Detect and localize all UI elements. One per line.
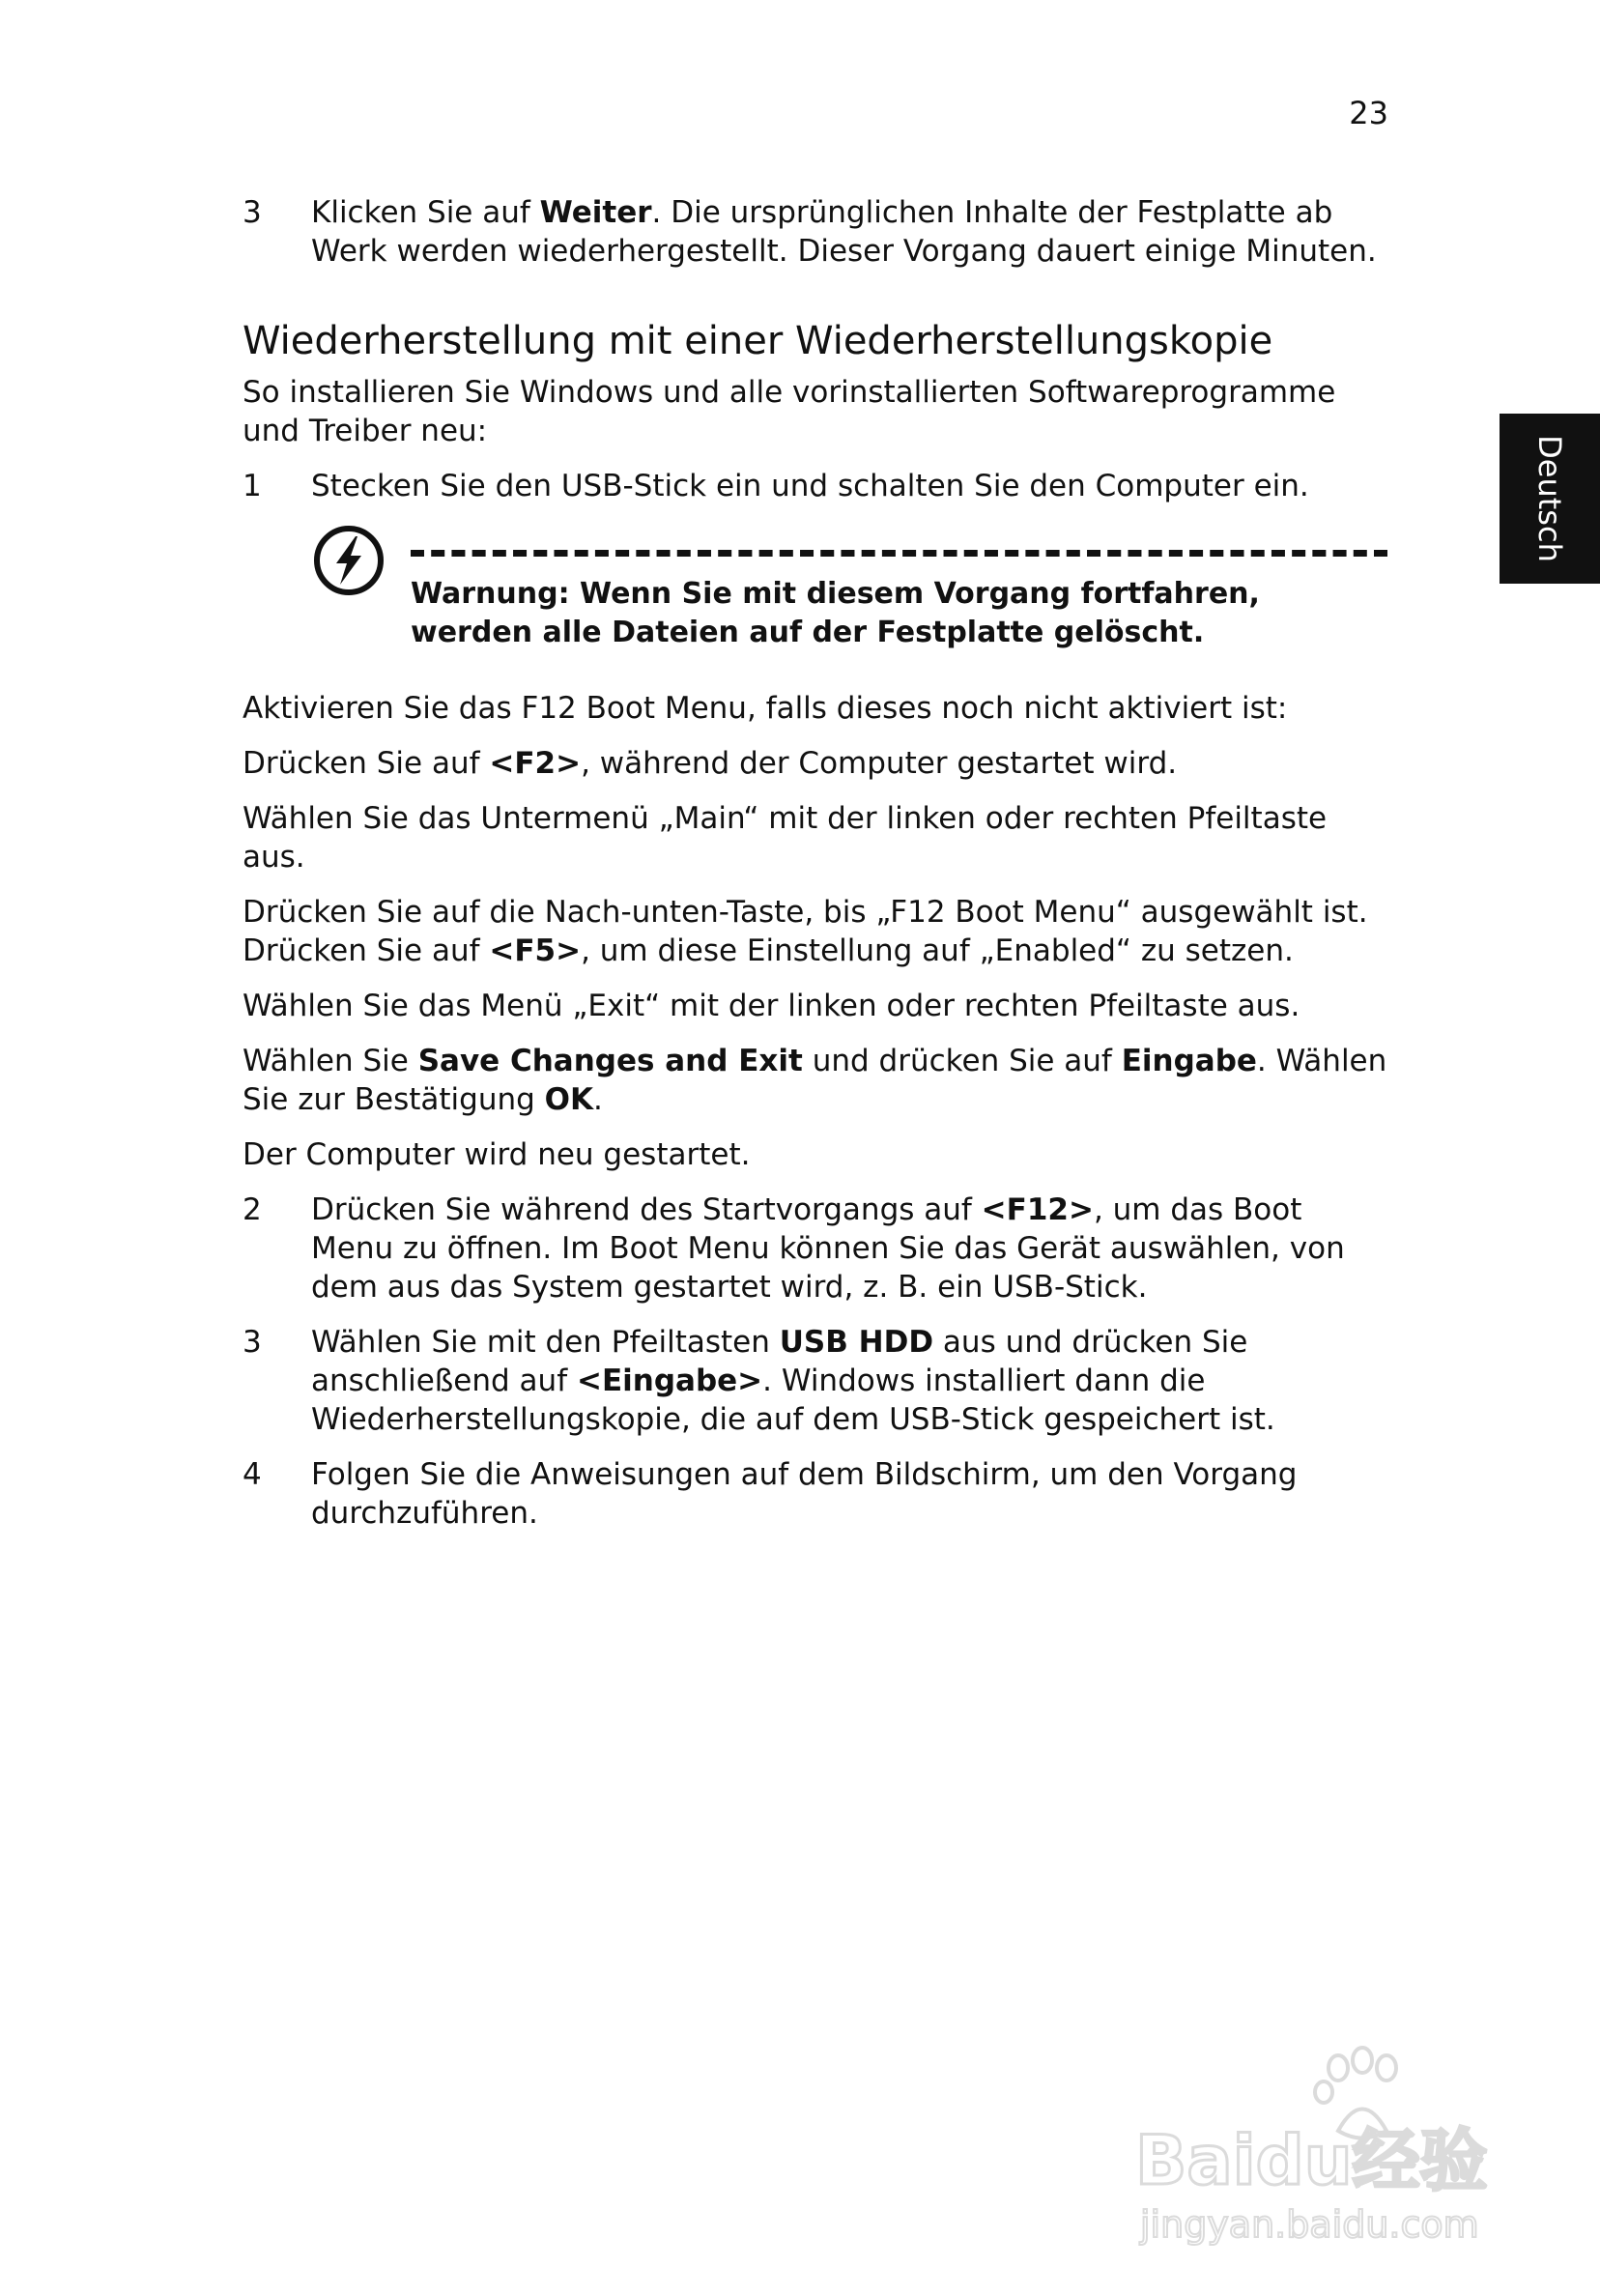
- warning-text: Warnung: Wenn Sie mit diesem Vorgang fortfahren, werden alle Dateien auf der Festplatte gelöscht.: [411, 577, 1260, 649]
- baidu-watermark-icon: [1130, 2039, 1517, 2252]
- page-number: 23: [1349, 95, 1388, 131]
- step-item: [243, 1191, 1387, 1306]
- document-body: [243, 193, 1387, 1549]
- watermark-url: jingyan.baidu.com: [1140, 2203, 1479, 2246]
- step-text: [311, 1191, 1387, 1306]
- step-text: [311, 193, 1387, 271]
- step-number: 3: [243, 195, 262, 230]
- warning-divider: [411, 550, 1387, 557]
- text-segment: Wählen Sie mit den Pfeiltasten: [311, 1325, 780, 1360]
- step-text: [311, 467, 1387, 505]
- warning-lightning-icon: [313, 525, 385, 596]
- text-segment: Aktivieren Sie das F12 Boot Menu, falls dieses noch nicht aktiviert ist:: [243, 691, 1288, 726]
- step-item: [243, 467, 1387, 505]
- instruction-paragraph: [243, 689, 1387, 728]
- text-segment: Klicken Sie auf: [311, 195, 540, 230]
- step-list: [243, 1191, 1387, 1533]
- text-segment: Wählen Sie das Menü „Exit“ mit der linken oder rechten Pfeiltaste aus.: [243, 989, 1300, 1023]
- step-item: [243, 1455, 1387, 1533]
- step-number: 2: [243, 1192, 262, 1227]
- step-number: 4: [243, 1457, 262, 1492]
- language-tab: [1500, 414, 1600, 584]
- text-segment: Drücken Sie auf: [243, 746, 490, 781]
- text-segment: , während der Computer gestartet wird.: [581, 746, 1178, 781]
- text-segment: .: [593, 1082, 603, 1117]
- text-segment: , um das Boot Menu zu öffnen. Im Boot Menu können Sie das Gerät auswählen, von dem aus das System gestartet wird, z. B. ein USB-Stick.: [311, 1192, 1345, 1305]
- text-segment: . Wählen Sie zur Bestätigung: [243, 1044, 1387, 1117]
- warning-callout: [243, 525, 1387, 650]
- bold-term: <F5>: [489, 933, 582, 968]
- step-item: [243, 193, 1387, 271]
- text-segment: Wählen Sie: [243, 1044, 418, 1078]
- text-segment: Drücken Sie auf die Nach-unten-Taste, bis „F12 Boot Menu“ ausgewählt ist. Drücken Sie auf: [243, 895, 1368, 968]
- text-segment: Der Computer wird neu gestartet.: [243, 1137, 751, 1172]
- step-item: [243, 1323, 1387, 1439]
- bold-term: USB HDD: [779, 1325, 934, 1360]
- text-segment: Drücken Sie während des Startvorgangs auf: [311, 1192, 982, 1227]
- bold-term: Eingabe: [1121, 1044, 1257, 1078]
- bold-term: <F12>: [981, 1192, 1094, 1227]
- text-segment: aus und drücken Sie anschließend auf: [311, 1325, 1248, 1398]
- step-text: [311, 1455, 1387, 1533]
- text-segment: , um diese Einstellung auf „Enabled“ zu setzen.: [581, 933, 1294, 968]
- step-text: [311, 1323, 1387, 1439]
- bold-term: Save Changes and Exit: [417, 1044, 803, 1078]
- step-number: 1: [243, 469, 262, 503]
- text-segment: . Windows installiert dann die Wiederherstellungskopie, die auf dem USB-Stick gespeichert ist.: [311, 1363, 1275, 1437]
- bold-term: OK: [544, 1082, 594, 1117]
- text-segment: Folgen Sie die Anweisungen auf dem Bildschirm, um den Vorgang durchzuführen.: [311, 1457, 1298, 1531]
- section-heading: Wiederherstellung mit einer Wiederherstellungskopie: [243, 319, 1273, 363]
- step-number: 3: [243, 1325, 262, 1360]
- language-tab-label: Deutsch: [1531, 435, 1568, 562]
- instruction-paragraphs: [243, 689, 1387, 1174]
- intro-paragraph: So installieren Sie Windows und alle vorinstallierten Softwareprogramme und Treiber neu:: [243, 375, 1336, 448]
- instruction-paragraph: [243, 1042, 1387, 1119]
- instruction-paragraph: [243, 799, 1387, 876]
- instruction-paragraph: [243, 987, 1387, 1025]
- instruction-paragraph: [243, 744, 1387, 783]
- text-segment: und drücken Sie auf: [802, 1044, 1122, 1078]
- bold-term: <F2>: [489, 746, 582, 781]
- text-segment: Wählen Sie das Untermenü „Main“ mit der linken oder rechten Pfeiltaste aus.: [243, 801, 1328, 875]
- watermark-brand: Baidu经验: [1135, 2121, 1488, 2200]
- text-segment: Stecken Sie den USB-Stick ein und schalten Sie den Computer ein.: [311, 469, 1309, 503]
- instruction-paragraph: [243, 1135, 1387, 1174]
- bold-term: <Eingabe>: [576, 1363, 763, 1398]
- bold-term: Weiter: [539, 195, 652, 230]
- instruction-paragraph: [243, 893, 1387, 970]
- text-segment: . Die ursprünglichen Inhalte der Festplatte ab Werk werden wiederhergestellt. Dieser Vorgang dauert einige Minuten.: [311, 195, 1377, 269]
